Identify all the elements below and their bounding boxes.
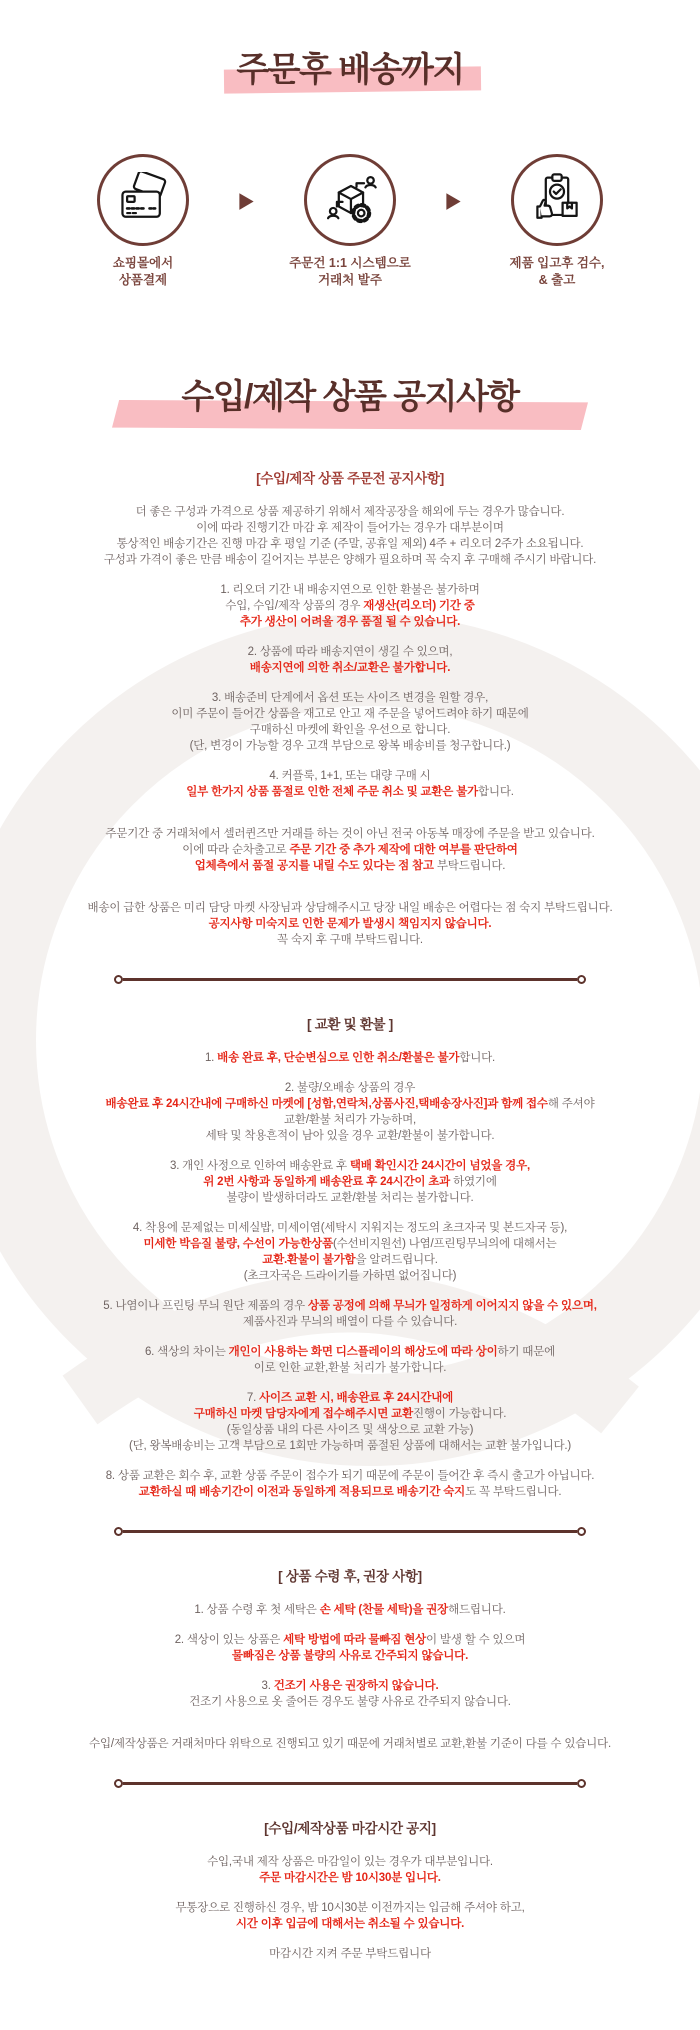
text-line bbox=[18, 738, 682, 754]
body-text: (초크자국은 드라이기를 가하면 없어집니다) bbox=[243, 1270, 457, 1282]
body-text: 합니다. bbox=[478, 786, 514, 798]
text-line bbox=[18, 1648, 682, 1664]
step-circle bbox=[97, 154, 189, 246]
body-text: (수선비지원선) 나염/프린팅무늬의에 대해서는 bbox=[333, 1238, 557, 1250]
body-text: 부탁드립니다. bbox=[433, 860, 506, 872]
step-label-line: 주문건 1:1 시스템으로 bbox=[289, 256, 411, 270]
section-body bbox=[18, 1602, 682, 1752]
emphasis-text: 사이즈 교환 시, 배송완료 후 24시간내에 bbox=[259, 1392, 454, 1404]
body-text: 합니다. bbox=[459, 1052, 496, 1064]
step-label-line: 상품결제 bbox=[118, 273, 168, 287]
text-line bbox=[18, 1080, 682, 1096]
text-line bbox=[18, 1236, 682, 1252]
text-block bbox=[18, 1602, 682, 1618]
text-block bbox=[18, 1468, 682, 1500]
section-divider bbox=[114, 975, 586, 984]
section-care-recommendations bbox=[0, 1565, 700, 1752]
text-block bbox=[18, 1220, 682, 1284]
text-block bbox=[18, 826, 682, 874]
text-line bbox=[18, 858, 682, 874]
flow-title-text: 주문후 배송까지 bbox=[228, 48, 471, 92]
text-line bbox=[18, 1854, 682, 1870]
text-line bbox=[18, 1344, 682, 1360]
arrow-right-icon bbox=[231, 192, 262, 216]
text-line bbox=[18, 1298, 682, 1314]
body-text: 수입,국내 제작 상품은 마감일이 있는 경우가 대부분입니다. bbox=[207, 1856, 493, 1868]
body-text: 2. 상품에 따라 배송지연이 생길 수 있으며, bbox=[247, 646, 453, 658]
step-label-line: & 출고 bbox=[538, 273, 576, 287]
emphasis-text: 주문 마감시간은 밤 10시30분 입니다. bbox=[259, 1872, 441, 1884]
body-text: 수입, 수입/제작 상품의 경우 bbox=[225, 600, 364, 612]
text-line bbox=[18, 916, 682, 932]
text-line bbox=[18, 784, 682, 800]
section-heading: [수입/제작상품 마감시간 공지] bbox=[264, 1821, 436, 1836]
divider-rule bbox=[123, 978, 577, 981]
flow-steps bbox=[0, 154, 700, 289]
text-line bbox=[18, 644, 682, 660]
text-line bbox=[18, 1694, 682, 1710]
body-text: 도 꼭 부탁드립니다. bbox=[465, 1486, 562, 1498]
body-text: (동일상품 내의 다른 사이즈 및 색상으로 교환 가능) bbox=[226, 1424, 474, 1436]
body-text: 이에 따라 순차출고로 bbox=[182, 844, 290, 856]
text-line bbox=[18, 900, 682, 916]
body-text: 이에 따라 진행기간 마감 후 제작이 들어가는 경우가 대부분이며 bbox=[196, 522, 504, 534]
emphasis-text: 건조기 사용은 권장하지 않습니다. bbox=[273, 1680, 439, 1692]
section-heading: [ 상품 수령 후, 권장 사항] bbox=[278, 1569, 422, 1584]
text-line bbox=[18, 582, 682, 598]
text-line bbox=[18, 842, 682, 858]
body-text: 6. 색상의 차이는 bbox=[144, 1346, 229, 1358]
body-text: 통상적인 배송기간은 진행 마감 후 평일 기준 (주말, 공휴일 제외) 4주 + 리오더 2주가 소요됩니다. bbox=[116, 538, 584, 550]
emphasis-text: 교환하실 때 배송기간이 이전과 동일하게 적용되므로 배송기간 숙지 bbox=[138, 1486, 466, 1498]
text-line bbox=[18, 552, 682, 568]
text-line bbox=[18, 1438, 682, 1454]
credit-card-icon bbox=[115, 172, 171, 228]
text-block bbox=[18, 1854, 682, 1886]
text-line bbox=[18, 1128, 682, 1144]
emphasis-text: 배송 완료 후, 단순변심으로 인한 취소/환불은 불가 bbox=[217, 1052, 460, 1064]
emphasis-text: 상품 공정에 의해 무늬가 일정하게 이어지지 않을 수 있으며, bbox=[307, 1300, 597, 1312]
body-text: 해드립니다. bbox=[448, 1604, 506, 1616]
body-text: 구매하신 마켓에 확인을 우선으로 합니다. bbox=[249, 724, 451, 736]
text-line bbox=[18, 826, 682, 842]
divider-ring-icon bbox=[114, 975, 123, 984]
body-text: 이 발생 할 수 있으며 bbox=[426, 1634, 526, 1646]
body-text: 3. 배송준비 단계에서 옵션 또는 사이즈 변경을 원할 경우, bbox=[211, 692, 489, 704]
emphasis-text: 업체측에서 품절 공지를 내릴 수도 있다는 점 참고 bbox=[194, 860, 434, 872]
body-text: 3. 개인 사정으로 인하여 배송완료 후 bbox=[170, 1160, 350, 1172]
order-system-icon bbox=[322, 172, 378, 228]
divider-rule bbox=[123, 1782, 577, 1785]
body-text: 해 주셔야 bbox=[547, 1098, 595, 1110]
text-line bbox=[18, 536, 682, 552]
text-line bbox=[18, 1736, 682, 1752]
emphasis-text: 위 2번 사항과 동일하게 배송완료 후 24시간이 초과 bbox=[203, 1176, 451, 1188]
text-line bbox=[18, 1268, 682, 1284]
body-text: 꼭 숙지 후 구매 부탁드립니다. bbox=[277, 934, 423, 946]
emphasis-text: 공지사항 미숙지로 인한 문제가 발생시 책임지지 않습니다. bbox=[208, 918, 492, 930]
order-flow-section bbox=[0, 0, 700, 289]
text-line bbox=[18, 1252, 682, 1268]
divider-ring-icon bbox=[577, 975, 586, 984]
text-line bbox=[18, 1422, 682, 1438]
text-line bbox=[18, 1220, 682, 1236]
body-text: 2. 색상이 있는 상품은 bbox=[174, 1634, 284, 1646]
text-line bbox=[18, 1096, 682, 1112]
step-label bbox=[510, 255, 605, 289]
text-line bbox=[18, 660, 682, 676]
divider-ring-icon bbox=[114, 1527, 123, 1536]
emphasis-text: 미세한 박음질 불량, 수선이 가능한상품 bbox=[143, 1238, 333, 1250]
text-line bbox=[18, 1050, 682, 1066]
text-block bbox=[18, 1736, 682, 1752]
text-block bbox=[18, 1390, 682, 1454]
text-block bbox=[18, 1900, 682, 1932]
flow-step-inspection bbox=[469, 154, 645, 289]
body-text: 하기 때문에 bbox=[497, 1346, 556, 1358]
body-text: 1. bbox=[204, 1052, 218, 1064]
text-block bbox=[18, 1632, 682, 1664]
text-line bbox=[18, 1632, 682, 1648]
text-block bbox=[18, 1946, 682, 1962]
emphasis-text: 개인이 사용하는 화면 디스플레이의 해상도에 따라 상이 bbox=[228, 1346, 498, 1358]
body-text: 2. 불량/오배송 상품의 경우 bbox=[284, 1082, 416, 1094]
section-body bbox=[18, 1050, 682, 1500]
text-line bbox=[18, 1870, 682, 1886]
body-text: 이미 주문이 들어간 상품을 재고로 안고 재 주문을 넣어드려야 하기 때문에 bbox=[171, 708, 529, 720]
divider-ring-icon bbox=[577, 1527, 586, 1536]
emphasis-text: 배송완료 후 24시간내에 구매하신 마켓에 [성함,연락처,상품사진,택배송장사진]과 함께 접수 bbox=[105, 1098, 548, 1110]
text-block bbox=[18, 644, 682, 676]
flow-step-payment bbox=[55, 154, 231, 289]
body-text: 을 알려드립니다. bbox=[355, 1254, 438, 1266]
flow-step-order-system bbox=[262, 154, 438, 289]
body-text: 세탁 및 착용흔적이 남아 있을 경우 교환/환불이 불가합니다. bbox=[205, 1130, 495, 1142]
arrow-right-icon bbox=[438, 192, 469, 216]
text-line bbox=[18, 1190, 682, 1206]
notice-title: 수입/제작 상품 공지사항 bbox=[181, 378, 519, 416]
body-text: 1. 상품 수령 후 첫 세탁은 bbox=[194, 1604, 320, 1616]
text-line bbox=[18, 722, 682, 738]
step-label-line: 거래처 발주 bbox=[318, 273, 382, 287]
emphasis-text: 시간 이후 입금에 대해서는 취소될 수 있습니다. bbox=[235, 1918, 465, 1930]
section-deadline-notice bbox=[0, 1817, 700, 1962]
body-text: 구성과 가격이 좋은 만큼 배송이 길어지는 부분은 양해가 필요하며 꼭 숙지 후 구매해 주시기 바랍니다. bbox=[103, 554, 597, 566]
body-text: 이로 인한 교환,환불 처리가 불가합니다. bbox=[253, 1362, 447, 1374]
section-body bbox=[18, 504, 682, 948]
body-text: 제품사진과 무늬의 배열이 다를 수 있습니다. bbox=[242, 1316, 458, 1328]
section-exchange-refund bbox=[0, 1013, 700, 1500]
text-line bbox=[18, 1406, 682, 1422]
body-text: 1. 리오더 기간 내 배송지연으로 인한 환불은 불가하며 bbox=[220, 584, 480, 596]
text-line bbox=[18, 614, 682, 630]
step-label bbox=[289, 255, 411, 289]
text-line bbox=[18, 1468, 682, 1484]
emphasis-text: 구매하신 마켓 담당자에게 접수해주시면 교환 bbox=[193, 1408, 413, 1420]
body-text: (단, 왕복배송비는 고객 부담으로 1회만 가능하며 품절된 상품에 대해서는 교환 불가입니다.) bbox=[128, 1440, 572, 1452]
step-label bbox=[113, 255, 173, 289]
text-block bbox=[18, 1158, 682, 1206]
step-label-line: 제품 입고후 검수, bbox=[509, 256, 605, 270]
flow-title-wrap bbox=[0, 0, 700, 92]
body-text: (단, 변경이 가능할 경우 고객 부담으로 왕복 배송비를 청구합니다.) bbox=[189, 740, 511, 752]
body-text: 8. 상품 교환은 회수 후, 교환 상품 주문이 접수가 되기 때문에 주문이 들어간 후 즉시 출고가 아닙니다. bbox=[105, 1470, 595, 1482]
emphasis-text: 물빠짐은 상품 불량의 사유로 간주되지 않습니다. bbox=[231, 1650, 469, 1662]
text-block bbox=[18, 768, 682, 800]
body-text: 마감시간 지켜 주문 부탁드립니다 bbox=[269, 1948, 431, 1960]
body-text: 불량이 발생하더라도 교환/환불 처리는 불가합니다. bbox=[226, 1192, 474, 1204]
body-text: 4. 착용에 문제없는 미세실밥, 미세이염(세탁시 지워지는 정도의 초크자국 및 본드자국 등), bbox=[132, 1222, 568, 1234]
notice-title-wrap bbox=[0, 375, 700, 431]
text-line bbox=[18, 1360, 682, 1376]
section-divider bbox=[114, 1779, 586, 1788]
text-line bbox=[18, 504, 682, 520]
body-text: 진행이 가능합니다. bbox=[412, 1408, 507, 1420]
section-body bbox=[18, 1854, 682, 1962]
text-line bbox=[18, 1390, 682, 1406]
emphasis-text: 재생산(리오더) 기간 중 bbox=[363, 600, 475, 612]
inspection-icon bbox=[529, 172, 585, 228]
body-text: 수입/제작상품은 거래처마다 위탁으로 진행되고 있기 때문에 거래처별로 교환,환불 기준이 다를 수 있습니다. bbox=[89, 1738, 611, 1750]
text-block bbox=[18, 1080, 682, 1144]
text-block bbox=[18, 1050, 682, 1066]
body-text: 주문기간 중 거래처에서 셀러퀸즈만 거래를 하는 것이 아닌 전국 아동복 매장에 주문을 받고 있습니다. bbox=[105, 828, 595, 840]
emphasis-text: 추가 생산이 어려울 경우 품절 될 수 있습니다. bbox=[239, 616, 461, 628]
emphasis-text: 일부 한가지 상품 품절로 인한 전체 주문 취소 및 교환은 불가 bbox=[186, 786, 479, 798]
body-text: 교환/환불 처리가 가능하며, bbox=[284, 1114, 416, 1126]
text-block bbox=[18, 690, 682, 754]
text-line bbox=[18, 690, 682, 706]
text-line bbox=[18, 1946, 682, 1962]
text-line bbox=[18, 706, 682, 722]
body-text: 배송이 급한 상품은 미리 담당 마켓 사장님과 상담해주시고 당장 내일 배송은 어렵다는 점 숙지 부탁드립니다. bbox=[87, 902, 613, 914]
emphasis-text: 세탁 방법에 따라 물빠짐 현상 bbox=[283, 1634, 427, 1646]
body-text: 5. 나염이나 프린팅 무늬 원단 제품의 경우 bbox=[103, 1300, 308, 1312]
text-line bbox=[18, 768, 682, 784]
body-text: 하였기에 bbox=[450, 1176, 497, 1188]
emphasis-text: 손 세탁 (찬물 세탁)을 권장 bbox=[319, 1604, 449, 1616]
divider-ring-icon bbox=[577, 1779, 586, 1788]
body-text: 더 좋은 구성과 가격으로 상품 제공하기 위해서 제작공장을 해외에 두는 경우가 많습니다. bbox=[135, 506, 565, 518]
emphasis-text: 교환.환불이 불가함 bbox=[262, 1254, 356, 1266]
section-divider bbox=[114, 1527, 586, 1536]
step-label-line: 쇼핑몰에서 bbox=[112, 256, 174, 270]
flow-title bbox=[0, 48, 700, 92]
text-block bbox=[18, 504, 682, 568]
body-text: 3. bbox=[261, 1680, 274, 1692]
text-line bbox=[18, 932, 682, 948]
text-line bbox=[18, 1900, 682, 1916]
body-text: 4. 커플룩, 1+1, 또는 대량 구매 시 bbox=[269, 770, 431, 782]
text-line bbox=[18, 1484, 682, 1500]
section-heading: [ 교환 및 환불 ] bbox=[307, 1017, 393, 1032]
divider-rule bbox=[123, 1530, 577, 1533]
text-line bbox=[18, 1174, 682, 1190]
text-block bbox=[18, 582, 682, 630]
text-block bbox=[18, 1678, 682, 1710]
section-heading: [수입/제작 상품 주문전 공지사항] bbox=[256, 471, 444, 486]
section-pre-order-notice bbox=[0, 467, 700, 948]
text-line bbox=[18, 1112, 682, 1128]
step-circle bbox=[304, 154, 396, 246]
text-line bbox=[18, 1314, 682, 1330]
text-block bbox=[18, 1298, 682, 1330]
text-line bbox=[18, 1916, 682, 1932]
text-line bbox=[18, 1602, 682, 1618]
text-line bbox=[18, 598, 682, 614]
emphasis-text: 택배 확인시간 24시간이 넘었을 경우, bbox=[349, 1160, 530, 1172]
body-text: 7. bbox=[246, 1392, 260, 1404]
text-block bbox=[18, 900, 682, 948]
text-block bbox=[18, 1344, 682, 1376]
emphasis-text: 배송지연에 의한 취소/교환은 불가합니다. bbox=[249, 662, 451, 674]
text-line bbox=[18, 1678, 682, 1694]
text-line bbox=[18, 1158, 682, 1174]
body-text: 무통장으로 진행하신 경우, 밤 10시30분 이전까지는 입금해 주셔야 하고, bbox=[175, 1902, 525, 1914]
emphasis-text: 주문 기간 중 추가 제작에 대한 여부를 판단하여 bbox=[289, 844, 518, 856]
step-circle bbox=[511, 154, 603, 246]
text-line bbox=[18, 520, 682, 536]
body-text: 건조기 사용으로 옷 줄어든 경우도 불량 사유로 간주되지 않습니다. bbox=[189, 1696, 511, 1708]
divider-ring-icon bbox=[114, 1779, 123, 1788]
